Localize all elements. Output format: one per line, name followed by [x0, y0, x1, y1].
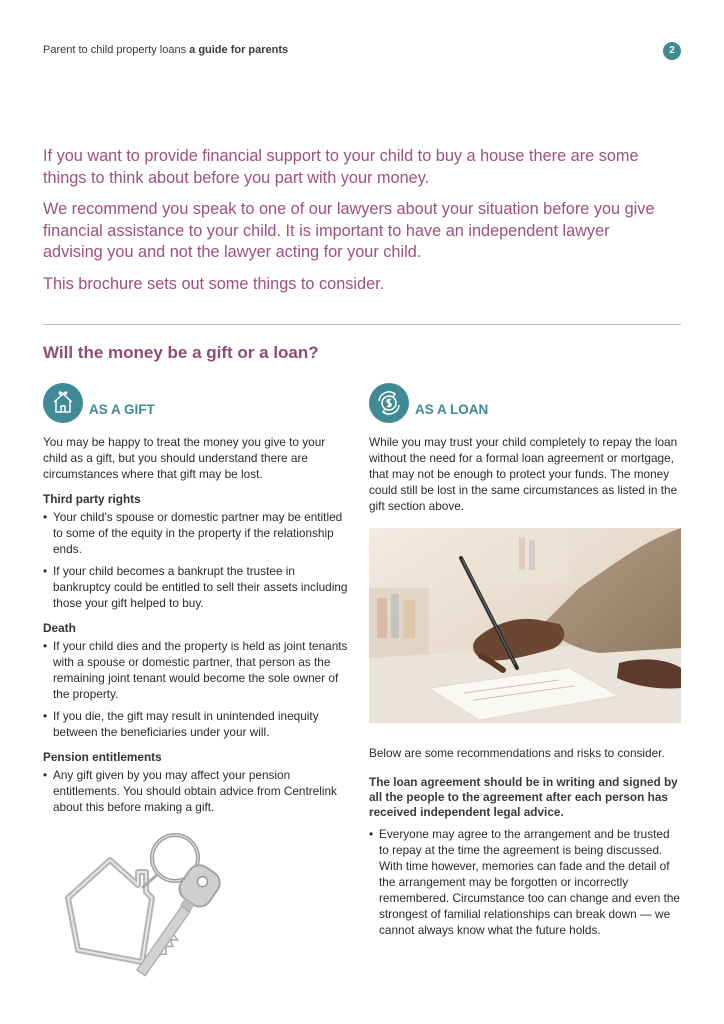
dollar-cycle-icon [369, 383, 409, 423]
loan-column [369, 382, 681, 514]
death-list [43, 638, 348, 740]
intro-section [43, 146, 673, 305]
list-item: • If your child becomes a bankrupt the trustee in bankruptcy could be entitled to sell their assets including those your gift helped to buy. [43, 563, 348, 611]
loan-agreement-note: The loan agreement should be in writing and signed by all the people to the agreement after each person has received independent legal advice. [369, 775, 678, 819]
third-party-title: Third party rights [43, 492, 141, 506]
intro-paragraph: If you want to provide financial support to your child to buy a house there are some things to think about before you part with your money. [43, 147, 639, 187]
gift-heading-row [43, 382, 348, 424]
header-title-plain: Parent to child property loans [43, 44, 190, 56]
house-icon [43, 383, 83, 423]
loan-recommend-intro: Below are some recommendations and risks to consider. [369, 746, 665, 760]
list-item: • If you die, the gift may result in unintended inequity between the beneficiaries under your will. [43, 708, 348, 740]
gift-column [43, 382, 348, 821]
gift-heading: AS A GIFT [89, 401, 155, 417]
pension-list [43, 767, 348, 815]
intro-paragraph: We recommend you speak to one of our lawyers about your situation before you give financial assistance to your child. It is important to have an independent lawyer advising you and not the lawyer acting for your child. [43, 200, 655, 261]
loan-heading: AS A LOAN [415, 401, 489, 417]
gift-intro: You may be happy to treat the money you give to your child as a gift, but you should understand there are circumstances where that gift may be lost. [43, 435, 326, 481]
loan-heading-row [369, 382, 681, 424]
loan-risk-list [369, 826, 681, 938]
section-divider [43, 324, 681, 325]
house-keyring-image [50, 830, 310, 980]
section-title: Will the money be a gift or a loan? [43, 343, 319, 362]
death-title: Death [43, 621, 76, 635]
loan-intro: While you may trust your child completely to repay the loan without the need for a formal loan agreement or mortgage, that may not be enough to protect your funds. The money could still be lost in the same circumstances as listed in the gift section above. [369, 435, 678, 513]
signing-document-photo [369, 528, 681, 723]
header-title [43, 44, 288, 56]
list-item: • Everyone may agree to the arrangement and be trusted to repay at the time the agreement is being discussed. With time however, memories can fade and the detail of the arrangement may be forgotten or incorrectly remembered. Circumstance too can change and even the strongest of familial relationships can break down — we cannot always know what the future holds. [369, 826, 681, 938]
header-title-bold: a guide for parents [189, 44, 289, 56]
third-party-list [43, 509, 348, 611]
page-number-badge: 2 [663, 42, 681, 60]
list-item: • If your child dies and the property is held as joint tenants with a spouse or domestic partner, that person as the remaining joint tenant would become the sole owner of the property. [43, 638, 348, 702]
intro-paragraph: This brochure sets out some things to consider. [43, 274, 385, 293]
loan-recommendations [369, 745, 681, 944]
page-header [43, 42, 681, 60]
list-item: • Any gift given by you may affect your pension entitlements. You should obtain advice from Centrelink about this before making a gift. [43, 767, 348, 815]
list-item: • Your child’s spouse or domestic partner may be entitled to some of the equity in the property if the relationship ends. [43, 509, 348, 557]
pension-title: Pension entitlements [43, 750, 162, 764]
